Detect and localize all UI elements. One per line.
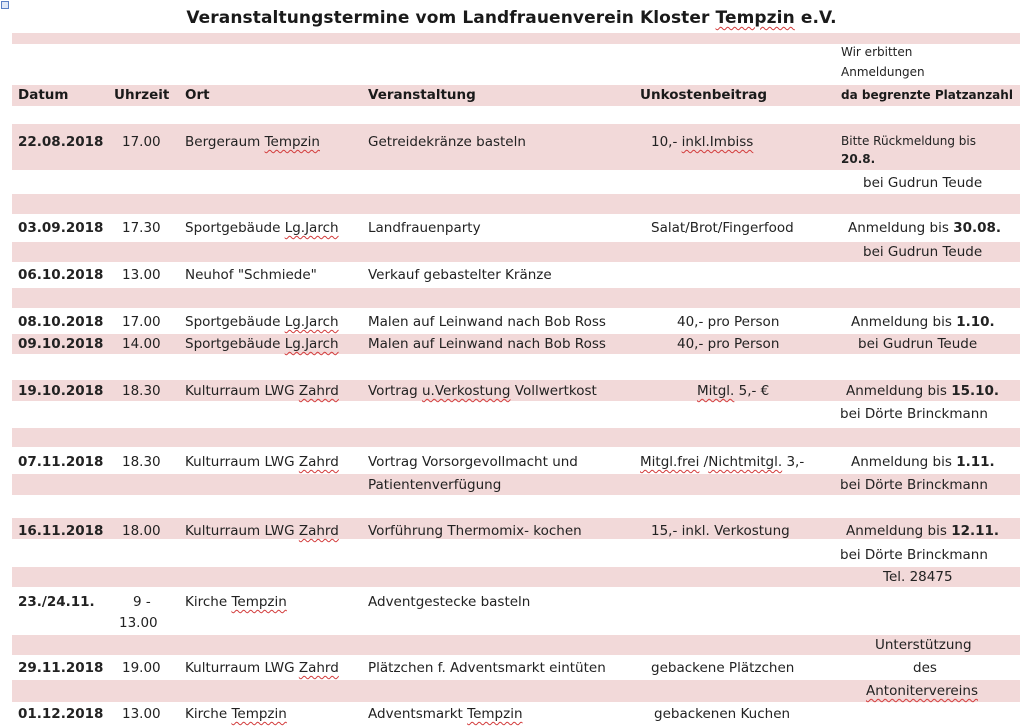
- event-datum: 06.10.2018: [18, 267, 104, 283]
- event-veranstaltung: Getreidekränze basteln: [368, 134, 526, 150]
- table-band: [12, 635, 1020, 655]
- event-ort: Kirche Tempzin: [185, 594, 287, 610]
- event-uhrzeit: 14.00: [122, 336, 161, 352]
- table-band: [12, 194, 1020, 214]
- event-kosten: Salat/Brot/Fingerfood: [651, 220, 794, 236]
- event-veranstaltung: Malen auf Leinwand nach Bob Ross: [368, 314, 606, 330]
- event-hinweis: Bitte Rückmeldung bis: [841, 134, 976, 148]
- event-veranstaltung: Malen auf Leinwand nach Bob Ross: [368, 336, 606, 352]
- event-kosten: gebackene Plätzchen: [651, 660, 795, 676]
- event-veranstaltung: Verkauf gebastelter Kränze: [368, 267, 552, 283]
- event-uhrzeit: 17.30: [122, 220, 161, 236]
- event-kosten: 40,- pro Person: [677, 314, 780, 330]
- event-datum: 23./24.11.: [18, 594, 95, 610]
- event-kosten: 15,- inkl. Verkostung: [651, 523, 790, 539]
- event-uhrzeit: 18.30: [122, 454, 161, 470]
- header-unkosten: Unkostenbeitrag: [640, 87, 768, 103]
- event-uhrzeit: 9 -: [133, 594, 151, 610]
- header-veranstaltung: Veranstaltung: [368, 87, 476, 103]
- event-kosten: 10,- inkl.Imbiss: [651, 134, 754, 150]
- header-ort: Ort: [185, 87, 210, 103]
- event-veranstaltung: Landfrauenparty: [368, 220, 481, 236]
- table-band: [12, 428, 1020, 447]
- event-ort: Sportgebäude Lg.Jarch: [185, 220, 339, 236]
- event-hinweis-line3: Antonitervereins: [866, 683, 978, 699]
- event-ort: Sportgebäude Lg.Jarch: [185, 314, 339, 330]
- event-datum: 07.11.2018: [18, 454, 104, 470]
- event-uhrzeit: 18.30: [122, 383, 161, 399]
- event-ort: Kulturraum LWG Zahrd: [185, 523, 339, 539]
- table-band: [12, 33, 1020, 44]
- event-uhrzeit: 13.00: [122, 706, 161, 722]
- event-kosten: Mitgl.frei /Nichtmitgl. 3,-: [640, 454, 805, 470]
- event-veranstaltung: Adventsmarkt Tempzin: [368, 706, 523, 722]
- header-hinweis-line3: da begrenzte Platzanzahl: [841, 88, 1013, 102]
- event-kosten: gebackenen Kuchen: [654, 706, 791, 722]
- event-datum: 22.08.2018: [18, 134, 104, 150]
- page-title: Veranstaltungstermine vom Landfrauenverein Kloster Tempzin e.V.: [186, 8, 837, 28]
- event-hinweis: Unterstützung: [875, 637, 972, 653]
- event-uhrzeit: 17.00: [122, 314, 161, 330]
- event-datum: 29.11.2018: [18, 660, 104, 676]
- event-datum: 03.09.2018: [18, 220, 104, 236]
- event-veranstaltung: Adventgestecke basteln: [368, 594, 531, 610]
- event-uhrzeit: 17.00: [122, 134, 161, 150]
- event-hinweis-phone: Tel. 28475: [883, 569, 953, 585]
- event-ort: Kulturraum LWG Zahrd: [185, 660, 339, 676]
- event-veranstaltung-line2: Patientenverfügung: [368, 477, 502, 493]
- table-band: [12, 288, 1020, 308]
- event-uhrzeit: 19.00: [122, 660, 161, 676]
- event-hinweis-line2: des: [913, 660, 937, 676]
- event-ort: Bergeraum Tempzin: [185, 134, 320, 150]
- event-hinweis-contact: bei Dörte Brinckmann: [840, 406, 988, 422]
- event-ort: Kirche Tempzin: [185, 706, 287, 722]
- event-veranstaltung: Vortrag u.Verkostung Vollwertkost: [368, 383, 597, 399]
- event-hinweis: Anmeldung bis 15.10.: [846, 383, 1000, 399]
- event-hinweis: Anmeldung bis 12.11.: [846, 523, 1000, 539]
- event-hinweis: Anmeldung bis 30.08.: [848, 220, 1002, 236]
- event-hinweis-contact: bei Dörte Brinckmann: [840, 547, 988, 563]
- event-datum: 08.10.2018: [18, 314, 104, 330]
- event-datum: 19.10.2018: [18, 383, 104, 399]
- event-hinweis-contact: bei Gudrun Teude: [863, 244, 983, 260]
- event-hinweis-contact: bei Gudrun Teude: [858, 336, 978, 352]
- event-datum: 01.12.2018: [18, 706, 104, 722]
- event-hinweis: Anmeldung bis 1.11.: [851, 454, 995, 470]
- event-hinweis-contact: bei Gudrun Teude: [863, 175, 983, 191]
- event-datum: 09.10.2018: [18, 336, 104, 352]
- event-uhrzeit-line2: 13.00: [119, 615, 158, 631]
- header-hinweis-line1: Wir erbitten: [841, 45, 913, 59]
- event-datum: 16.11.2018: [18, 523, 104, 539]
- event-ort: Neuhof "Schmiede": [185, 267, 317, 283]
- event-uhrzeit: 13.00: [122, 267, 161, 283]
- event-veranstaltung: Plätzchen f. Adventsmarkt eintüten: [368, 660, 606, 676]
- event-veranstaltung: Vortrag Vorsorgevollmacht und: [368, 454, 578, 470]
- table-band: [12, 567, 1020, 587]
- event-kosten: Mitgl. 5,- €: [697, 383, 770, 399]
- event-ort: Kulturraum LWG Zahrd: [185, 383, 339, 399]
- event-hinweis: Anmeldung bis 1.10.: [851, 314, 995, 330]
- event-ort: Sportgebäude Lg.Jarch: [185, 336, 339, 352]
- event-hinweis-contact: bei Dörte Brinckmann: [840, 477, 988, 493]
- event-ort: Kulturraum LWG Zahrd: [185, 454, 339, 470]
- event-veranstaltung: Vorführung Thermomix- kochen: [368, 523, 582, 539]
- header-hinweis-line2: Anmeldungen: [841, 65, 925, 79]
- event-hinweis-date: 20.8.: [841, 152, 876, 166]
- event-kosten: 40,- pro Person: [677, 336, 780, 352]
- header-datum: Datum: [18, 87, 69, 103]
- header-uhrzeit: Uhrzeit: [114, 87, 170, 103]
- event-uhrzeit: 18.00: [122, 523, 161, 539]
